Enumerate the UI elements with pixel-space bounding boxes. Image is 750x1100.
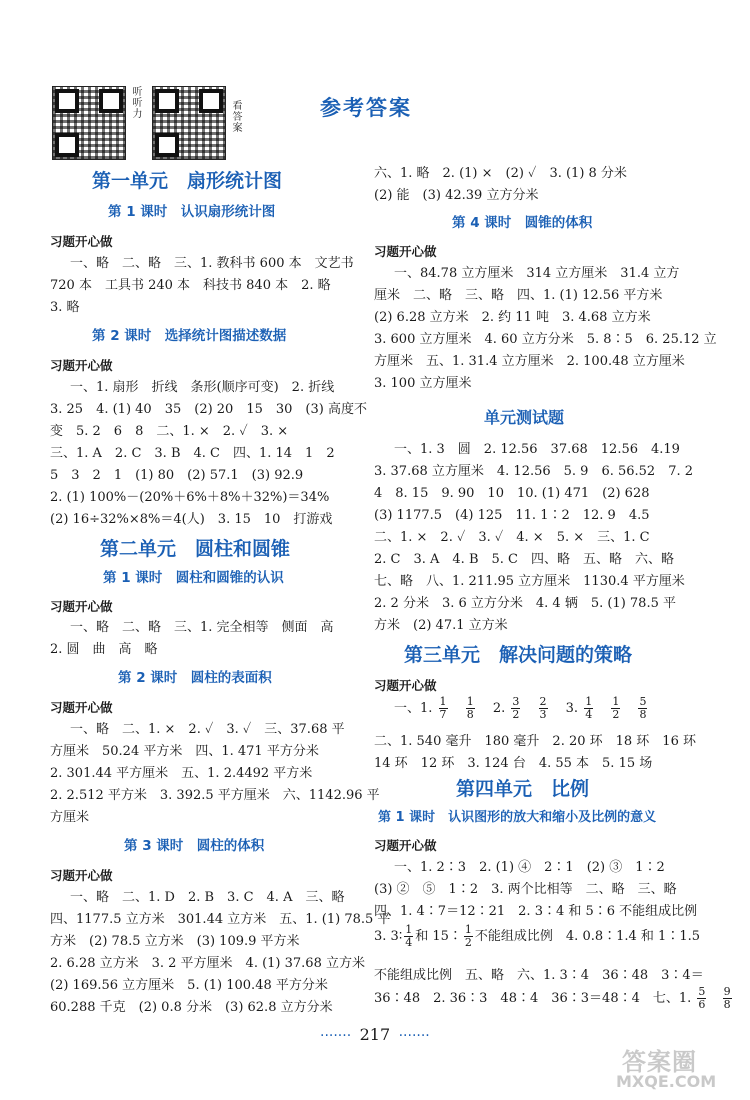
page-title: 参考答案 [320, 96, 412, 120]
unit-1-lesson-2-title: 第 2 课时 选择统计图描述数据 [92, 328, 287, 344]
fraction: $\frac{2}{3}$ [539, 695, 547, 721]
unit-3-title: 第三单元 解决问题的策略 [404, 644, 633, 666]
fraction: $\frac{9}{8}$ [723, 985, 731, 1011]
unit-4-title: 第四单元 比例 [456, 778, 590, 800]
answer-line: (2) 169.56 立方厘米 5. (1) 100.48 平方分米 [50, 978, 328, 993]
answer-line: 3. 25 4. (1) 40 35 (2) 20 15 30 (3) 高度不 [50, 402, 367, 417]
page-number-footer [320, 1025, 430, 1044]
qr-code-listening [52, 86, 126, 160]
answer-line: 三、1. A 2. C 3. B 4. C 四、1. 14 1 2 [50, 446, 335, 461]
answer-line: (2) 6.28 立方米 2. 约 11 吨 3. 4.68 立方米 [374, 310, 651, 325]
answer-line: 2. 2 分米 3. 6 立方分米 4. 4 辆 5. (1) 78.5 平 [374, 596, 676, 611]
exercise-heading: 习题开心做 [374, 838, 437, 853]
unit-4-lesson-1-title: 第 1 课时 认识图形的放大和缩小及比例的意义 [378, 810, 657, 825]
answer-line: 不能组成比例 五、略 六、1. 3∶4 36∶48 3∶4＝ [374, 968, 704, 983]
answer-line: 方厘米 五、1. 31.4 立方厘米 2. 100.48 立方厘米 [374, 354, 685, 369]
answer-text: 不能组成比例 4. 0.8∶1.4 和 1∶1.5 [474, 929, 701, 944]
answer-line: 4 8. 15 9. 90 10 10. (1) 471 (2) 628 [374, 486, 650, 501]
answer-text: 和 15∶ [415, 929, 462, 944]
answer-line: (3) ② ⑤ 1∶2 3. 两个比相等 二、略 三、略 [374, 882, 677, 897]
unit-test-title: 单元测试题 [484, 408, 565, 427]
answer-line: 方米 (2) 47.1 立方米 [374, 618, 508, 633]
answer-line: 一、1. 3 圆 2. 12.56 37.68 12.56 4.19 [394, 442, 680, 457]
answer-line: 2. C 3. A 4. B 5. C 四、略 五、略 六、略 [374, 552, 674, 567]
fraction: $\frac{1}{4}$ [405, 923, 413, 949]
fraction-answer-line: 3. 3∶ $\frac{1}{4}$ 和 15∶ $\frac{1}{2}$ 不能组成比例 4. 0.8∶1.4 和 1∶1.5 [374, 923, 701, 949]
qr-answers-label: 看答案 [230, 100, 241, 133]
answer-line: 2. 6.28 立方米 3. 2 平方厘米 4. (1) 37.68 立方米 [50, 956, 365, 971]
answer-prefix: 一、1. [394, 701, 433, 716]
fraction: $\frac{1}{2}$ [612, 695, 620, 721]
answer-prefix: 2. [492, 701, 506, 716]
answer-line: 四、1. 4∶7＝12∶21 2. 3∶4 和 5∶6 不能组成比例 [374, 904, 698, 919]
answer-line: 六、1. 略 2. (1) × (2) ✓ 3. (1) 8 分米 [374, 166, 627, 181]
answer-line: (3) 1177.5 (4) 125 11. 1∶2 12. 9 4.5 [374, 508, 650, 523]
exercise-heading: 习题开心做 [50, 700, 113, 715]
qr-code-answers [152, 86, 226, 160]
unit-1-title: 第一单元 扇形统计图 [92, 170, 283, 192]
answer-line: 一、略 二、略 三、1. 教科书 600 本 文艺书 [70, 256, 354, 271]
fraction: $\frac{1}{7}$ [439, 695, 447, 721]
answer-line: 方厘米 50.24 平方米 四、1. 471 平方分米 [50, 744, 319, 759]
fraction: $\frac{5}{8}$ [639, 695, 647, 721]
qr-listening-label: 听听力 [130, 86, 141, 119]
unit-2-lesson-1-title: 第 1 课时 圆柱和圆锥的认识 [103, 570, 284, 586]
answer-line: 方米 (2) 78.5 立方米 (3) 109.9 平方米 [50, 934, 300, 949]
exercise-heading: 习题开心做 [374, 678, 437, 693]
answer-line: 2. 圆 曲 高 略 [50, 642, 158, 657]
answer-prefix: 3. [374, 929, 387, 944]
answer-line: 3. 略 [50, 300, 80, 315]
answer-line: 60.288 千克 (2) 0.8 分米 (3) 62.8 立方分米 [50, 1000, 333, 1015]
answer-line: 3. 37.68 立方厘米 4. 12.56 5. 9 6. 56.52 7. 2 [374, 464, 694, 479]
unit-2-lesson-4-title: 第 4 课时 圆锥的体积 [452, 215, 593, 231]
answer-line: (2) 16÷32%×8%＝4(人) 3. 15 10 打游戏 [50, 512, 333, 527]
answer-line: 二、1. × 2. ✓ 3. ✓ 4. × 5. × 三、1. C [374, 530, 650, 545]
answer-line: 四、1177.5 立方米 301.44 立方米 五、1. (1) 78.5 平 [50, 912, 391, 927]
fraction: $\frac{5}{6}$ [698, 985, 706, 1011]
answer-line: 变 5. 2 6 8 二、1. × 2. ✓ 3. × [50, 424, 289, 439]
watermark-logo: 答案圈 [622, 1048, 697, 1076]
answer-line: 3. 100 立方厘米 [374, 376, 472, 391]
exercise-heading: 习题开心做 [50, 358, 113, 373]
answer-line: 一、1. 2∶3 2. (1) ④ 2∶1 (2) ③ 1∶2 [394, 860, 665, 875]
answer-line: 一、84.78 立方厘米 314 立方厘米 31.4 立方 [394, 266, 680, 281]
footer-dots-right: ······· [398, 1028, 430, 1044]
unit-2-lesson-2-title: 第 2 课时 圆柱的表面积 [118, 670, 272, 686]
unit-1-lesson-1-title: 第 1 课时 认识扇形统计图 [108, 204, 276, 220]
answer-line: 一、略 二、略 三、1. 完全相等 侧面 高 [70, 620, 334, 635]
answer-line: 2. 2.512 平方米 3. 392.5 平方厘米 六、1142.96 平 [50, 788, 380, 803]
answer-line: 5 3 2 1 (1) 80 (2) 57.1 (3) 92.9 [50, 468, 304, 483]
answer-prefix: 3. [565, 701, 579, 716]
answer-line: 14 环 12 环 3. 124 台 4. 55 本 5. 15 场 [374, 756, 653, 771]
fraction-answer-line [394, 696, 649, 721]
page-number: 217 [359, 1025, 391, 1044]
answer-line: 方厘米 [50, 810, 90, 825]
fraction: $\frac{3}{2}$ [512, 695, 520, 721]
unit-2-lesson-3-title: 第 3 课时 圆柱的体积 [124, 838, 265, 854]
answer-line: 3. 600 立方厘米 4. 60 立方分米 5. 8∶5 6. 25.12 立 [374, 332, 717, 347]
exercise-heading: 习题开心做 [50, 868, 113, 883]
answer-line: 一、略 二、1. D 2. B 3. C 4. A 三、略 [70, 890, 345, 905]
footer-dots-left: ······· [320, 1028, 352, 1044]
ratio-term: 3 [390, 929, 399, 944]
exercise-heading: 习题开心做 [50, 234, 113, 249]
fraction: $\frac{1}{8}$ [466, 695, 474, 721]
answer-line: 2. 301.44 平方厘米 五、1. 2.4492 平方米 [50, 766, 313, 781]
answer-line: 一、1. 扇形 折线 条形(顺序可变) 2. 折线 [70, 380, 335, 395]
unit-2-title: 第二单元 圆柱和圆锥 [100, 538, 291, 560]
answer-line: 二、1. 540 毫升 180 毫升 2. 20 环 18 环 16 环 [374, 734, 696, 749]
fraction-answer-line [374, 986, 734, 1011]
answer-line: 720 本 工具书 240 本 科技书 840 本 2. 略 [50, 278, 331, 293]
answer-line: 一、略 二、1. × 2. ✓ 3. ✓ 三、37.68 平 [70, 722, 345, 737]
fraction: $\frac{1}{2}$ [464, 923, 472, 949]
answer-line: 七、略 八、1. 211.95 立方厘米 1130.4 平方厘米 [374, 574, 685, 589]
answer-line: 厘米 二、略 三、略 四、1. (1) 12.56 平方米 [374, 288, 663, 303]
watermark-url: MXQE.COM [616, 1072, 717, 1091]
answer-line: 2. (1) 100%－(20%＋6%＋8%＋32%)＝34% [50, 490, 330, 505]
exercise-heading: 习题开心做 [374, 244, 437, 259]
exercise-heading: 习题开心做 [50, 599, 113, 614]
answer-text: 36∶48 2. 36∶3 48∶4 36∶3＝48∶4 七、1. [374, 991, 692, 1006]
fraction: $\frac{1}{4}$ [585, 695, 593, 721]
answer-line: (2) 能 (3) 42.39 立方分米 [374, 188, 539, 203]
